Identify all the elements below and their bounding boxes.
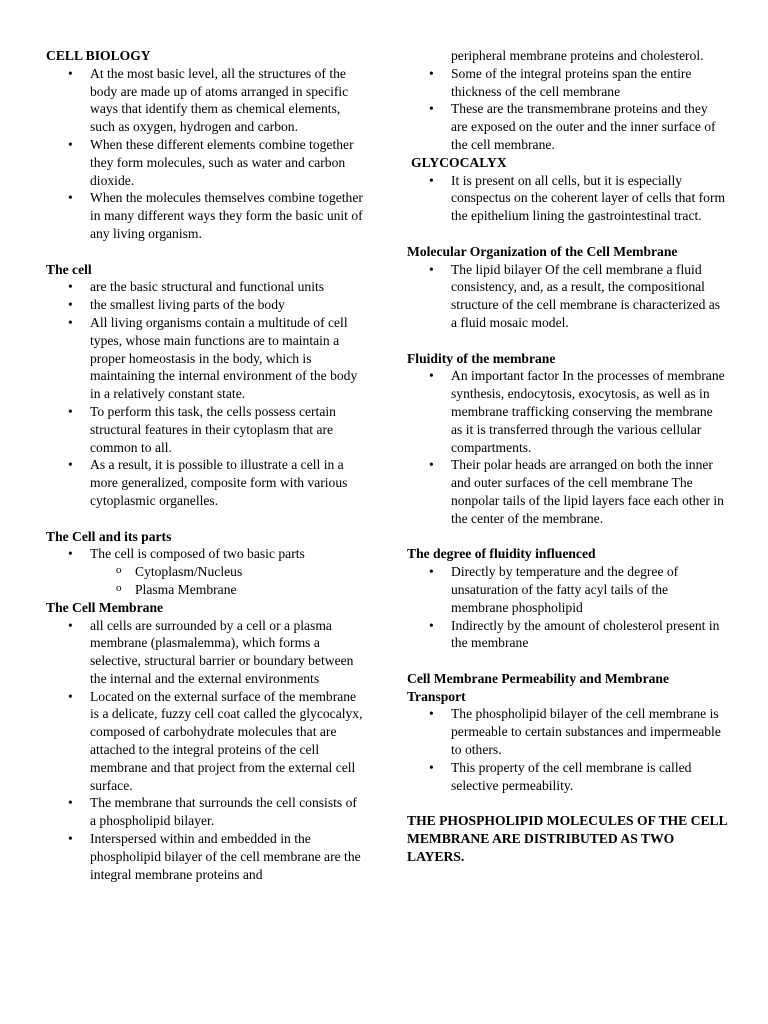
- list-item: • An important factor In the processes of membrane synthesis, endocytosis, exocytosis, as well as in membrane trafficking conserving the membrane as it is transferred through the various cellular compartments.: [407, 367, 727, 456]
- sub-list-item: o Plasma Membrane: [46, 581, 366, 599]
- list-item: • Some of the integral proteins span the entire thickness of the cell membrane: [407, 65, 727, 101]
- list-cell-parts: [46, 545, 366, 598]
- list-item: • As a result, it is possible to illustrate a cell in a more generalized, composite form with various cytoplasmic organelles.: [46, 456, 366, 509]
- list-degree-of-fluidity: [407, 563, 727, 652]
- list-item: • all cells are surrounded by a cell or a plasma membrane (plasmalemma), which forms a selective, structural barrier or boundary between the internal and the external environments: [46, 617, 366, 688]
- left-column: [46, 47, 366, 883]
- list-item: • The membrane that surrounds the cell consists of a phospholipid bilayer.: [46, 794, 366, 830]
- heading-molecular-organization: Molecular Organization of the Cell Membrane: [407, 243, 678, 259]
- list-item: • These are the transmembrane proteins and they are exposed on the outer and the inner surface of the cell membrane.: [407, 100, 727, 153]
- heading-the-cell: The cell: [46, 261, 92, 277]
- list-item: • Directly by temperature and the degree of unsaturation of the fatty acyl tails of the membrane phospholipid: [407, 563, 727, 616]
- heading-glycocalyx: GLYCOCALYX: [411, 154, 507, 170]
- list-cell-membrane: [46, 617, 366, 884]
- continued-text: peripheral membrane proteins and cholesterol.: [451, 48, 704, 63]
- list-item: • Interspersed within and embedded in the phospholipid bilayer of the cell membrane are the integral membrane proteins and: [46, 830, 366, 883]
- right-column: [407, 47, 727, 866]
- closing-statement: THE PHOSPHOLIPID MOLECULES OF THE CELL MEMBRANE ARE DISTRIBUTED AS TWO LAYERS.: [407, 813, 727, 864]
- list-item: • To perform this task, the cells possess certain structural features in their cytoplasm that are common to all.: [46, 403, 366, 456]
- list-item: • Their polar heads are arranged on both the inner and outer surfaces of the cell membrane The nonpolar tails of the lipid layers face each other in the center of the membrane.: [407, 456, 727, 527]
- list-molecular-organization: [407, 261, 727, 332]
- list-item: • The phospholipid bilayer of the cell membrane is permeable to certain substances and impermeable to others.: [407, 705, 727, 758]
- list-item: • When these different elements combine together they form molecules, such as water and carbon dioxide.: [46, 136, 366, 189]
- heading-degree-of-fluidity: The degree of fluidity influenced: [407, 546, 596, 562]
- list-item: • This property of the cell membrane is called selective permeability.: [407, 759, 727, 795]
- heading-permeability: Cell Membrane Permeability and Membrane Transport: [407, 670, 669, 704]
- list-item: • At the most basic level, all the structures of the body are made up of atoms arranged in specific ways that identify them as chemical elements, such as oxygen, hydrogen and carbon.: [46, 65, 366, 136]
- list-item: • When the molecules themselves combine together in many different ways they form the basic unit of any living organism.: [46, 189, 366, 242]
- list-fluidity: [407, 367, 727, 527]
- list-the-cell: [46, 278, 366, 509]
- heading-cell-membrane: The Cell Membrane: [46, 599, 164, 615]
- list-glycocalyx: [407, 172, 727, 225]
- list-item: • are the basic structural and functional units: [46, 278, 366, 296]
- list-item: • Located on the external surface of the membrane is a delicate, fuzzy cell coat called the glycocalyx, composed of carbohydrate molecules that are attached to the integral proteins of the cell membrane and that project from the external cell surface.: [46, 688, 366, 795]
- list-cell-biology: [46, 65, 366, 243]
- list-item: • the smallest living parts of the body: [46, 296, 366, 314]
- list-membrane-continued: [407, 65, 727, 154]
- list-item: • It is present on all cells, but it is especially conspectus on the coherent layer of cells that form the epithelium lining the gastrointestinal tract.: [407, 172, 727, 225]
- heading-cell-biology: CELL BIOLOGY: [46, 48, 151, 63]
- list-item: • The lipid bilayer Of the cell membrane a fluid consistency, and, as a result, the compositional structure of the cell membrane is characterized as a fluid mosaic model.: [407, 261, 727, 332]
- heading-cell-parts: The Cell and its parts: [46, 528, 172, 544]
- list-item: • All living organisms contain a multitude of cell types, whose main functions are to maintain a proper homeostasis in the body, which is maintaining the internal environment of the body in a relatively constant state.: [46, 314, 366, 403]
- list-item: • The cell is composed of two basic parts: [46, 545, 366, 563]
- list-permeability: [407, 705, 727, 794]
- sub-list-item: o Cytoplasm/Nucleus: [46, 563, 366, 581]
- heading-fluidity: Fluidity of the membrane: [407, 350, 556, 366]
- list-item: • Indirectly by the amount of cholesterol present in the membrane: [407, 617, 727, 653]
